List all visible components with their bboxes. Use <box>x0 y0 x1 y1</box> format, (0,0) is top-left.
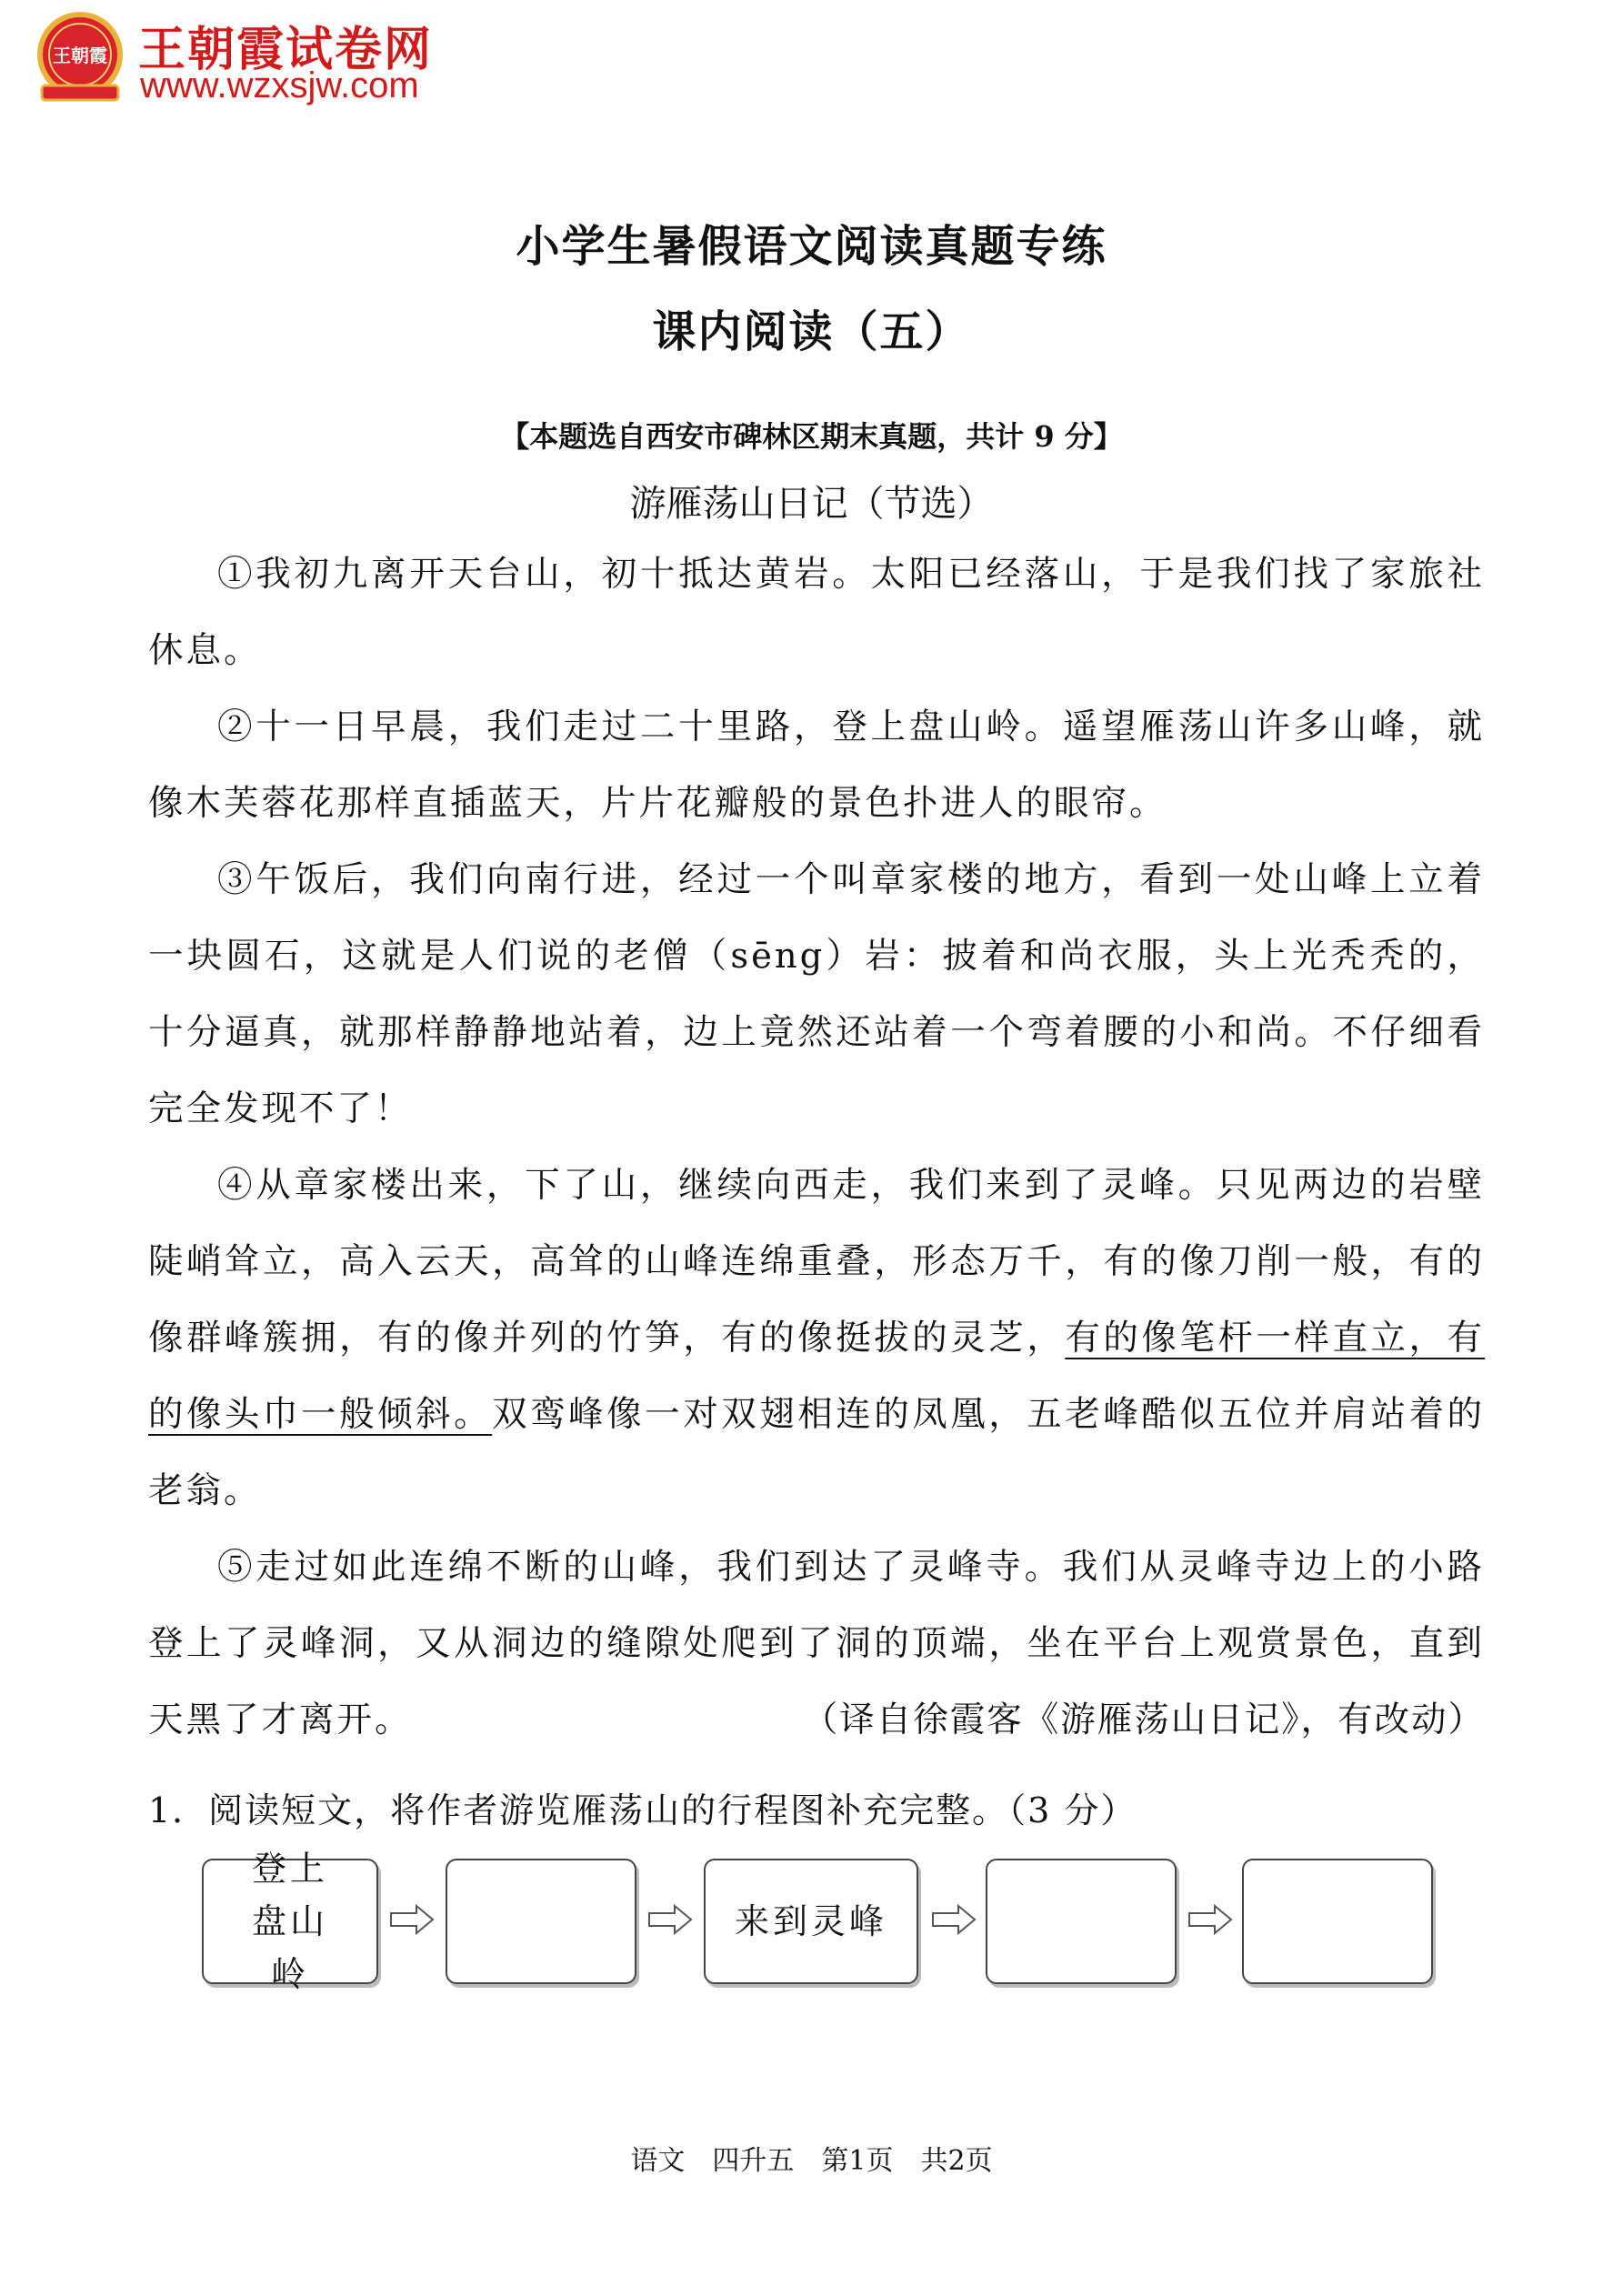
passage-body <box>148 536 1485 1759</box>
flow-box-3 <box>704 1859 918 1984</box>
flow-box-1-label: 登上盘山岭 <box>251 1849 328 1994</box>
arrow-right-icon <box>1187 1904 1233 1935</box>
page-subtitle: 课内阅读（五） <box>652 306 971 357</box>
flow-box-2-blank[interactable] <box>446 1859 636 1984</box>
paragraph-4-text-a: ④从章家楼出来，下了山，继续向西走，我们来到了灵峰。只见两边的岩壁陡峭耸立，高入云天，高耸的山峰连绵重叠，形态万千，有的像刀削一般，有的像群峰簇拥，有的像并列的竹笋，有的像挺拔的灵芝， <box>148 1165 1485 1359</box>
arrow-right-icon <box>931 1904 977 1935</box>
page-footer: 语文 四升五 第1页 共2页 <box>630 2145 993 2177</box>
passage-title: 游雁荡山日记（节选） <box>629 483 994 525</box>
page-title: 小学生暑假语文阅读真题专练 <box>516 221 1107 272</box>
paragraph-2: ②十一日早晨，我们走过二十里路，登上盘山岭。遥望雁荡山许多山峰，就像木芙蓉花那样直插蓝天，片片花瓣般的景色扑进人的眼帘。 <box>148 707 1485 824</box>
paragraph-5-text: ⑤走过如此连绵不断的山峰，我们到达了灵峰寺。我们从灵峰寺边上的小路登上了灵峰洞，又从洞边的缝隙处爬到了洞的顶端，坐在平台上观赏景色，直到天黑了才离开。 <box>148 1547 1485 1740</box>
paragraph-1: ①我初九离开天台山，初十抵达黄岩。太阳已经落山，于是我们找了家旅社休息。 <box>148 554 1485 671</box>
paragraph-3: ③午饭后，我们向南行进，经过一个叫章家楼的地方，看到一处山峰上立着一块圆石，这就是人们说的老僧（sēng）岩：披着和尚衣服，头上光秃秃的，十分逼真，就那样静静地站着，边上竟然还站着一个弯着腰的小和尚。不仔细看完全发现不了！ <box>148 859 1485 1129</box>
site-logo <box>27 5 455 113</box>
arrow-right-icon <box>647 1904 693 1935</box>
seal-icon <box>31 9 129 107</box>
paragraph-5 <box>148 1529 1485 1759</box>
source-note: 【本题选自西安市碑林区期末真题，共计 9 分】 <box>500 419 1123 454</box>
flow-box-4-blank[interactable] <box>986 1859 1177 1984</box>
brand-url[interactable]: www.wzxsjw.com <box>140 65 419 105</box>
itinerary-flowchart <box>0 1849 1623 1994</box>
brand-name: 王朝霞试卷网 <box>138 23 434 77</box>
translation-note: （译自徐霞客《游雁荡山日记》，有改动） <box>802 1699 1485 1740</box>
arrow-right-icon <box>389 1904 435 1935</box>
underlined-sentence: 有的像笔杆一样直立，有的像头巾一般倾斜。 <box>148 1318 1485 1435</box>
flow-box-5-blank[interactable] <box>1242 1859 1433 1984</box>
svg-text:王朝霞: 王朝霞 <box>53 45 107 66</box>
flow-box-3-label: 来到灵峰 <box>734 1901 887 1941</box>
flow-box-1 <box>202 1849 378 1994</box>
paragraph-4-text-b: 双鸾峰像一对双翅相连的凤凰，五老峰酷似五位并肩站着的老翁。 <box>148 1394 1485 1511</box>
paragraph-4 <box>148 1148 1485 1529</box>
question-1: 1．阅读短文，将作者游览雁荡山的行程图补充完整。（3 分） <box>148 1790 1137 1830</box>
